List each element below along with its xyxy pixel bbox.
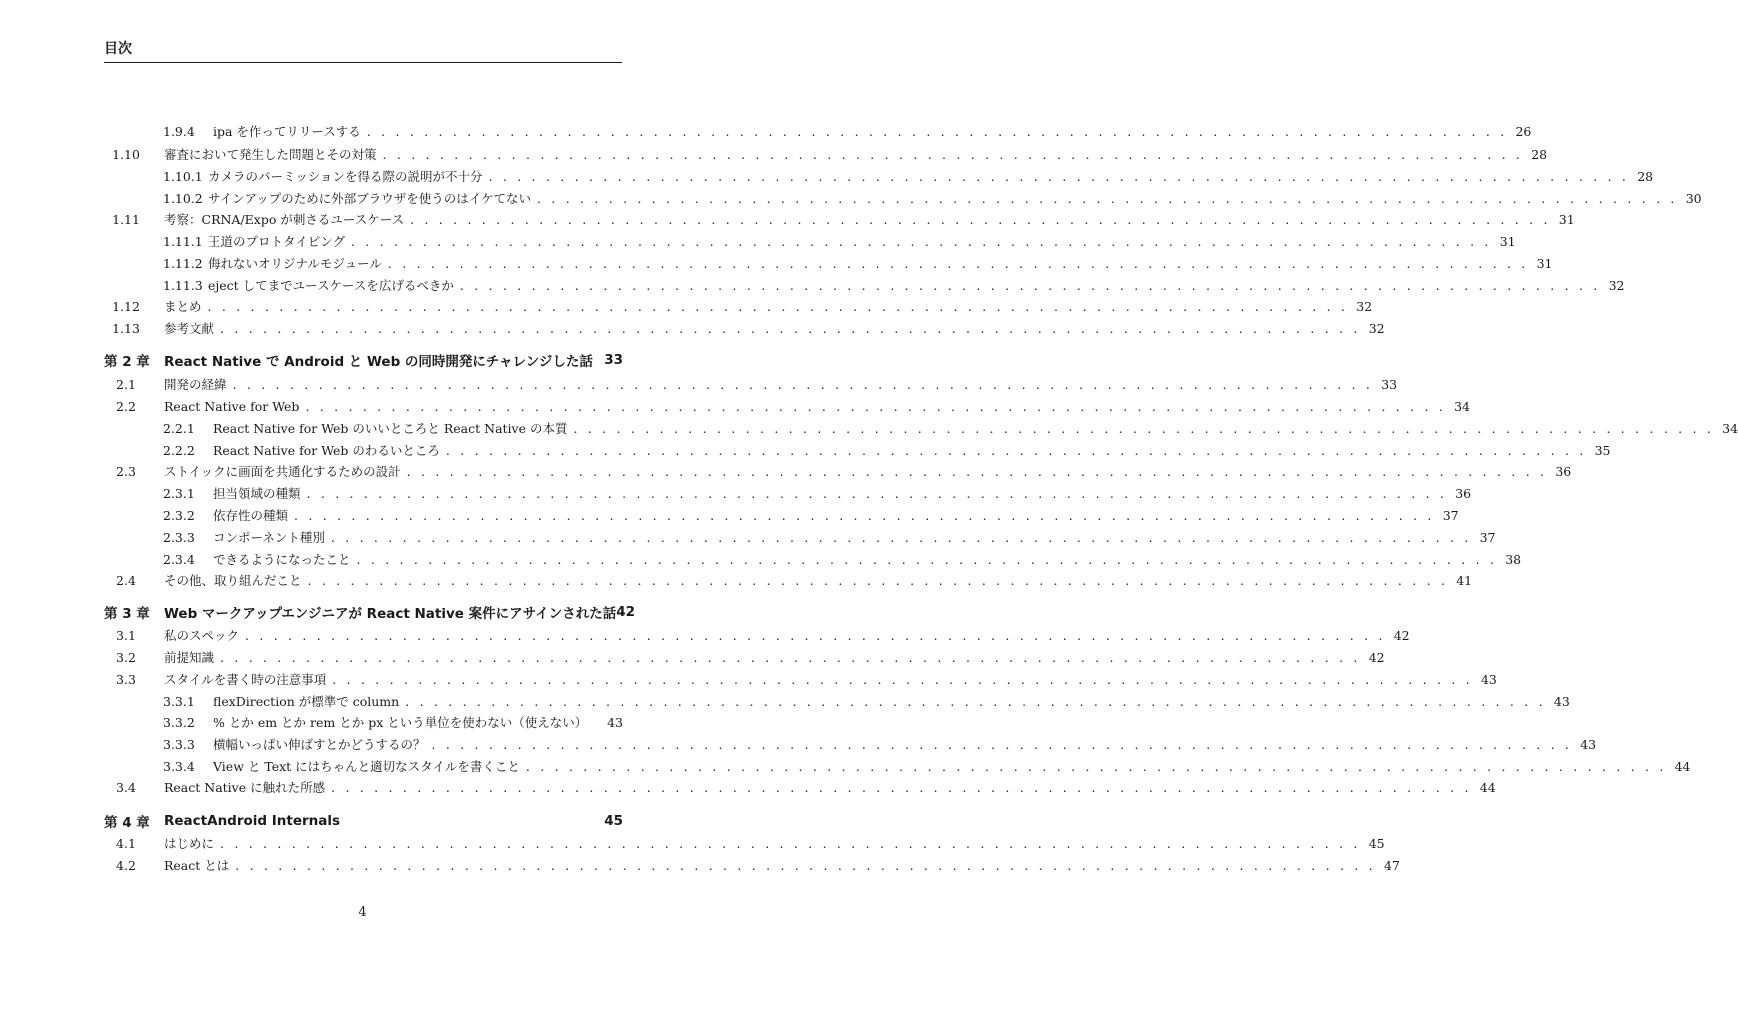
dot-leader: . . . . . . . . . . . . . . . . . . . . . . . . . . . . . . . . . . . . . . . . . . . . . . . . . . . . . . . . . . . . . . . . . . . . . . . . . . . . . . . . bbox=[235, 857, 1376, 873]
toc-entry-number: 3.4 bbox=[116, 779, 136, 795]
toc-entry-title: コンポーネント種別 bbox=[213, 530, 325, 545]
toc-entry-title: ストイックに画面を共通化するための設計 bbox=[164, 464, 401, 479]
toc-entry-sub[interactable] bbox=[104, 711, 623, 733]
toc-entry-number: 1.11.1 bbox=[163, 233, 203, 249]
dot-leader: . . . . . . . . . . . . . . . . . . . . . . . . . . . . . . . . . . . . . . . . . . . . . . . . . . . . . . . . . . . . . . . . . . . . . . . . . . . . . . . . bbox=[306, 485, 1448, 501]
toc-entry-page: 32 bbox=[1608, 277, 1625, 293]
toc-entry-sec[interactable] bbox=[104, 646, 1385, 668]
toc-entry-number: 1.13 bbox=[112, 320, 140, 336]
toc-entry-number: 3.1 bbox=[116, 627, 136, 643]
toc-entry-chap[interactable] bbox=[104, 810, 623, 832]
dot-leader: . . . . . . . . . . . . . . . . . . . . . . . . . . . . . . . . . . . . . . . . . . . . . . . . . . . . . . . . . . . . . . . . . . . . . . . . . . . . . . . . bbox=[445, 442, 1587, 458]
dot-leader: . . . . . . . . . . . . . . . . . . . . . . . . . . . . . . . . . . . . . . . . . . . . . . . . . . . . . . . . . . . . . . . . . . . . . . . . . . . . . . . . bbox=[573, 420, 1715, 436]
toc-entry-page: 32 bbox=[1368, 320, 1385, 336]
running-head: 目次 bbox=[104, 41, 132, 57]
toc-entry-title: % とか em とか rem とか px という単位を使わない（使えない） bbox=[213, 715, 588, 730]
toc-entry-sub[interactable] bbox=[104, 417, 1738, 439]
toc-entry-sub[interactable] bbox=[104, 482, 1472, 504]
toc-entry-number: 第 4 章 bbox=[104, 815, 150, 831]
toc-entry-sub[interactable] bbox=[104, 526, 1496, 548]
toc-entry-number: 2.3.1 bbox=[163, 485, 195, 501]
toc-entry-sec[interactable] bbox=[104, 460, 1572, 482]
toc-entry-page: 33 bbox=[604, 352, 623, 368]
toc-entry-page: 35 bbox=[1594, 442, 1611, 458]
toc-entry-number: 1.11 bbox=[112, 211, 140, 227]
toc-entry-title: React Native で Android と Web の同時開発にチャレンジした話 bbox=[164, 354, 593, 370]
toc-entry-number: 2.2.2 bbox=[163, 442, 195, 458]
dot-leader: . . . . . . . . . . . . . . . . . . . . . . . . . . . . . . . . . . . . . . . . . . . . . . . . . . . . . . . . . . . . . . . . . . . . . . . . . . . . . . . . bbox=[366, 123, 1508, 139]
toc-entry-page: 37 bbox=[1442, 507, 1459, 523]
toc-entry-number: 2.4 bbox=[116, 572, 136, 588]
page-number: 4 bbox=[358, 905, 367, 920]
toc-entry-sec[interactable] bbox=[104, 832, 1385, 854]
toc-entry-title: React Native に触れた所感 bbox=[164, 780, 326, 795]
toc-entry-page: 31 bbox=[1536, 255, 1553, 271]
toc-entry-sec[interactable] bbox=[104, 208, 1575, 230]
toc-entry-sub[interactable] bbox=[104, 165, 1654, 187]
toc-entry-page: 43 bbox=[1480, 671, 1497, 687]
toc-entry-sec[interactable] bbox=[104, 395, 1471, 417]
toc-entry-page: 37 bbox=[1479, 529, 1496, 545]
dot-leader: . . . . . . . . . . . . . . . . . . . . . . . . . . . . . . . . . . . . . . . . . . . . . . . . . . . . . . . . . . . . . . . . . . . . . . . . . . . . . . . . bbox=[387, 255, 1529, 271]
toc-entry-title: スタイルを書く時の注意事項 bbox=[164, 672, 327, 687]
toc-entry-title: Web マークアップエンジニアが React Native 案件にアサインされた話 bbox=[164, 606, 617, 622]
toc-entry-title: 侮れないオリジナルモジュール bbox=[208, 256, 382, 271]
toc-entry-sec[interactable] bbox=[104, 143, 1548, 165]
toc-entry-title: View と Text にはちゃんと適切なスタイルを書くこと bbox=[213, 759, 520, 774]
toc-entry-title: できるようになったこと bbox=[213, 552, 351, 567]
toc-entry-number: 2.3.3 bbox=[163, 529, 195, 545]
dot-leader: . . . . . . . . . . . . . . . . . . . . . . . . . . . . . . . . . . . . . . . . . . . . . . . . . . . . . . . . . . . . . . . . . . . . . . . . . . . . . . . . bbox=[332, 671, 1473, 687]
toc-entry-number: 3.2 bbox=[116, 649, 136, 665]
toc-entry-title: React Native for Web bbox=[164, 398, 300, 414]
toc-entry-number: 3.3 bbox=[116, 671, 136, 687]
toc-entry-sub[interactable] bbox=[104, 230, 1516, 252]
toc-entry-page: 36 bbox=[1455, 485, 1472, 501]
toc-entry-title: その他、取り組んだこと bbox=[164, 573, 302, 588]
toc-entry-number: 2.1 bbox=[116, 376, 136, 392]
toc-entry-number: 2.2.1 bbox=[163, 420, 195, 436]
toc-entry-page: 44 bbox=[1674, 758, 1691, 774]
toc-entry-page: 45 bbox=[604, 813, 623, 829]
toc-entry-number: 2.3 bbox=[116, 463, 136, 479]
toc-entry-page: 43 bbox=[607, 714, 624, 730]
toc-entry-title: 考察：CRNA/Expo が刺さるユースケース bbox=[164, 212, 405, 227]
dot-leader: . . . . . . . . . . . . . . . . . . . . . . . . . . . . . . . . . . . . . . . . . . . . . . . . . . . . . . . . . . . . . . . . . . . . . . . . . . . . . . . . bbox=[307, 572, 1449, 588]
toc-entry-number: 2.3.2 bbox=[163, 507, 195, 523]
toc-entry-sub[interactable] bbox=[104, 755, 1691, 777]
toc-entry-page: 41 bbox=[1456, 572, 1473, 588]
toc-entry-number: 1.10 bbox=[112, 146, 140, 162]
toc-entry-title: 担当領域の種類 bbox=[213, 486, 301, 501]
toc-entry-sec[interactable] bbox=[104, 668, 1497, 690]
toc-entry-title: 開発の経緯 bbox=[164, 377, 227, 392]
toc-entry-chap[interactable] bbox=[104, 601, 635, 623]
toc-entry-page: 42 bbox=[616, 604, 635, 620]
toc-entry-sub[interactable] bbox=[104, 733, 1597, 755]
toc-entry-title: ReactAndroid Internals bbox=[164, 813, 341, 829]
dot-leader: . . . . . . . . . . . . . . . . . . . . . . . . . . . . . . . . . . . . . . . . . . . . . . . . . . . . . . . . . . . . . . . . . . . . . . . . . . . . . . . . bbox=[431, 736, 1573, 752]
toc-entry-number: 1.12 bbox=[112, 298, 140, 314]
toc-entry-sec[interactable] bbox=[104, 854, 1400, 876]
toc-entry-number: 1.11.2 bbox=[163, 255, 203, 271]
toc-entry-title: はじめに bbox=[164, 836, 215, 851]
dot-leader: . . . . . . . . . . . . . . . . . . . . . . . . . . . . . . . . . . . . . . . . . . . . . . . . . . . . . . . . . . . . . . . . . . . . . . . . . . . . . . . . bbox=[459, 277, 1601, 293]
toc-entry-sub[interactable] bbox=[104, 504, 1459, 526]
toc-entry-number: 3.3.3 bbox=[163, 736, 195, 752]
toc-entry-page: 47 bbox=[1383, 857, 1400, 873]
toc-entry-title: eject してまでユースケースを広げるべきか bbox=[208, 278, 454, 293]
toc-entry-number: 1.10.2 bbox=[163, 190, 203, 206]
toc-entry-sub[interactable] bbox=[104, 439, 1611, 461]
toc-entry-sub[interactable] bbox=[104, 274, 1625, 296]
dot-leader: . . . . . . . . . . . . . . . . . . . . . . . . . . . . . . . . . . . . . . . . . . . . . . . . . . . . . . . . . . . . . . . . . . . . . . . . . . . . . . . . bbox=[525, 758, 1667, 774]
dot-leader: . . . . . . . . . . . . . . . . . . . . . . . . . . . . . . . . . . . . . . . . . . . . . . . . . . . . . . . . . . . . . . . . . . . . . . . . . . . . . . . . bbox=[232, 376, 1374, 392]
dot-leader: . . . . . . . . . . . . . . . . . . . . . . . . . . . . . . . . . . . . . . . . . . . . . . . . . . . . . . . . . . . . . . . . . . . . . . . . . . . . . . . . bbox=[220, 320, 1361, 336]
dot-leader: . . . . . . . . . . . . . . . . . . . . . . . . . . . . . . . . . . . . . . . . . . . . . . . . . . . . . . . . . . . . . . . . . . . . . . . . . . . . . . . . bbox=[305, 398, 1447, 414]
toc-entry-page: 31 bbox=[1558, 211, 1575, 227]
toc-entry-sub[interactable] bbox=[104, 187, 1702, 209]
toc-entry-sec[interactable] bbox=[104, 569, 1473, 591]
toc-entry-title: カメラのパーミッションを得る際の説明が不十分 bbox=[208, 169, 483, 184]
toc-entry-sec[interactable] bbox=[104, 624, 1410, 646]
dot-leader: . . . . . . . . . . . . . . . . . . . . . . . . . . . . . . . . . . . . . . . . . . . . . . . . . . . . . . . . . . . . . . . . . . . . . . . . . . . . . . . . bbox=[488, 168, 1630, 184]
toc-entry-number: 1.9.4 bbox=[163, 123, 195, 139]
toc-entry-title: サインアップのために外部ブラウザを使うのはイケてない bbox=[208, 191, 532, 206]
toc-entry-title: React とは bbox=[164, 858, 230, 873]
toc-entry-number: 第 3 章 bbox=[104, 606, 150, 622]
toc-entry-sec[interactable] bbox=[104, 317, 1385, 339]
toc-entry-page: 43 bbox=[1580, 736, 1597, 752]
toc-entry-number: 3.3.1 bbox=[163, 693, 195, 709]
toc-entry-sec[interactable] bbox=[104, 776, 1496, 798]
toc-entry-title: React Native for Web のいいところと React Native の本質 bbox=[213, 421, 568, 436]
toc-entry-number: 3.3.4 bbox=[163, 758, 195, 774]
toc-entry-page: 45 bbox=[1368, 835, 1385, 851]
dot-leader: . . . . . . . . . . . . . . . . . . . . . . . . . . . . . . . . . . . . . . . . . . . . . . . . . . . . . . . . . . . . . . . . . . . . . . . . . . . . . . . . bbox=[220, 835, 1361, 851]
toc-entry-title: まとめ bbox=[164, 299, 202, 314]
toc-entry-page: 31 bbox=[1499, 233, 1516, 249]
dot-leader: . . . . . . . . . . . . . . . . . . . . . . . . . . . . . . . . . . . . . . . . . . . . . . . . . . . . . . . . . . . . . . . . . . . . . . . . . . . . . . . . bbox=[294, 507, 1435, 523]
dot-leader: . . . . . . . . . . . . . . . . . . . . . . . . . . . . . . . . . . . . . . . . . . . . . . . . . . . . . . . . . . . . . . . . . . . . . . . . . . . . . . . . bbox=[537, 190, 1678, 206]
toc-entry-title: flexDirection が標準で column bbox=[213, 694, 400, 709]
toc-entry-title: 私のスペック bbox=[164, 628, 240, 643]
dot-leader: . . . . . . . . . . . . . . . . . . . . . . . . . . . . . . . . . . . . . . . . . . . . . . . . . . . . . . . . . . . . . . . . . . . . . . . . . . . . . . . . bbox=[410, 211, 1551, 227]
toc-entry-page: 43 bbox=[1553, 693, 1570, 709]
toc-entry-number: 4.2 bbox=[116, 857, 136, 873]
toc-entry-page: 26 bbox=[1515, 123, 1532, 139]
toc-entry-page: 30 bbox=[1685, 190, 1702, 206]
dot-leader: . . . . . . . . . . . . . . . . . . . . . . . . . . . . . . . . . . . . . . . . . . . . . . . . . . . . . . . . . . . . . . . . . . . . . . . . . . . . . . . . bbox=[406, 463, 1548, 479]
toc-entry-number: 第 2 章 bbox=[104, 354, 150, 370]
dot-leader: . . . . . . . . . . . . . . . . . . . . . . . . . . . . . . . . . . . . . . . . . . . . . . . . . . . . . . . . . . . . . . . . . . . . . . . . . . . . . . . . bbox=[220, 649, 1361, 665]
toc-entry-sec[interactable] bbox=[104, 373, 1398, 395]
toc-entry-sec[interactable] bbox=[104, 295, 1373, 317]
toc-entry-sub[interactable] bbox=[104, 120, 1532, 142]
toc-entry-title: 王道のプロトタイピング bbox=[208, 234, 346, 249]
toc-entry-number: 2.3.4 bbox=[163, 551, 195, 567]
dot-leader: . . . . . . . . . . . . . . . . . . . . . . . . . . . . . . . . . . . . . . . . . . . . . . . . . . . . . . . . . . . . . . . . . . . . . . . . . . . . . . . . bbox=[207, 298, 1349, 314]
dot-leader: . . . . . . . . . . . . . . . . . . . . . . . . . . . . . . . . . . . . . . . . . . . . . . . . . . . . . . . . . . . . . . . . . . . . . . . . . . . . . . . . bbox=[405, 693, 1546, 709]
toc-entry-page: 33 bbox=[1381, 376, 1398, 392]
toc-entry-sub[interactable] bbox=[104, 252, 1553, 274]
dot-leader: . . . . . . . . . . . . . . . . . . . . . . . . . . . . . . . . . . . . . . . . . . . . . . . . . . . . . . . . . . . . . . . . . . . . . . . . . . . . . . . . bbox=[330, 529, 1472, 545]
toc-entry-page: 32 bbox=[1356, 298, 1373, 314]
dot-leader: . . . . . . . . . . . . . . . . . . . . . . . . . . . . . . . . . . . . . . . . . . . . . . . . . . . . . . . . . . . . . . . . . . . . . . . . . . . . . . . . bbox=[245, 627, 1386, 643]
toc-entry-page: 28 bbox=[1637, 168, 1654, 184]
toc-entry-sub[interactable] bbox=[104, 690, 1570, 712]
dot-leader: . . . . . . . . . . . . . . . . . . . . . . . . . . . . . . . . . . . . . . . . . . . . . . . . . . . . . . . . . . . . . . . . . . . . . . . . . . . . . . . . bbox=[331, 779, 1472, 795]
dot-leader: . . . . . . . . . . . . . . . . . . . . . . . . . . . . . . . . . . . . . . . . . . . . . . . . . . . . . . . . . . . . . . . . . . . . . . . . . . . . . . . . bbox=[382, 146, 1524, 162]
toc-entry-number: 2.2 bbox=[116, 398, 136, 414]
toc-entry-number: 1.11.3 bbox=[163, 277, 203, 293]
toc-entry-title: 横幅いっぱい伸ばすとかどうするの？ bbox=[213, 737, 426, 752]
toc-entry-page: 28 bbox=[1531, 146, 1548, 162]
toc-entry-number: 3.3.2 bbox=[163, 714, 195, 730]
toc-entry-page: 42 bbox=[1393, 627, 1410, 643]
toc-entry-title: React Native for Web のわるいところ bbox=[213, 443, 440, 458]
toc-entry-title: 審査において発生した問題とその対策 bbox=[164, 147, 377, 162]
toc-entry-title: 参考文献 bbox=[164, 321, 215, 336]
toc-entry-page: 44 bbox=[1479, 779, 1496, 795]
toc-entry-title: 前提知識 bbox=[164, 650, 215, 665]
toc-entry-page: 36 bbox=[1555, 463, 1572, 479]
toc-entry-page: 38 bbox=[1505, 551, 1522, 567]
toc-entry-number: 1.10.1 bbox=[163, 168, 203, 184]
header-rule bbox=[104, 62, 622, 63]
toc-entry-sub[interactable] bbox=[104, 548, 1522, 570]
toc-entry-page: 34 bbox=[1722, 420, 1738, 436]
toc-entry-title: 依存性の種類 bbox=[213, 508, 289, 523]
toc-entry-title: ipa を作ってリリースする bbox=[213, 124, 361, 139]
toc-entry-chap[interactable] bbox=[104, 349, 623, 371]
toc-entry-page: 42 bbox=[1368, 649, 1385, 665]
toc-entry-number: 4.1 bbox=[116, 835, 136, 851]
dot-leader: . . . . . . . . . . . . . . . . . . . . . . . . . . . . . . . . . . . . . . . . . . . . . . . . . . . . . . . . . . . . . . . . . . . . . . . . . . . . . . . . bbox=[351, 233, 1492, 249]
toc-entry-page: 34 bbox=[1454, 398, 1471, 414]
dot-leader: . . . . . . . . . . . . . . . . . . . . . . . . . . . . . . . . . . . . . . . . . . . . . . . . . . . . . . . . . . . . . . . . . . . . . . . . . . . . . . . . bbox=[356, 551, 1498, 567]
